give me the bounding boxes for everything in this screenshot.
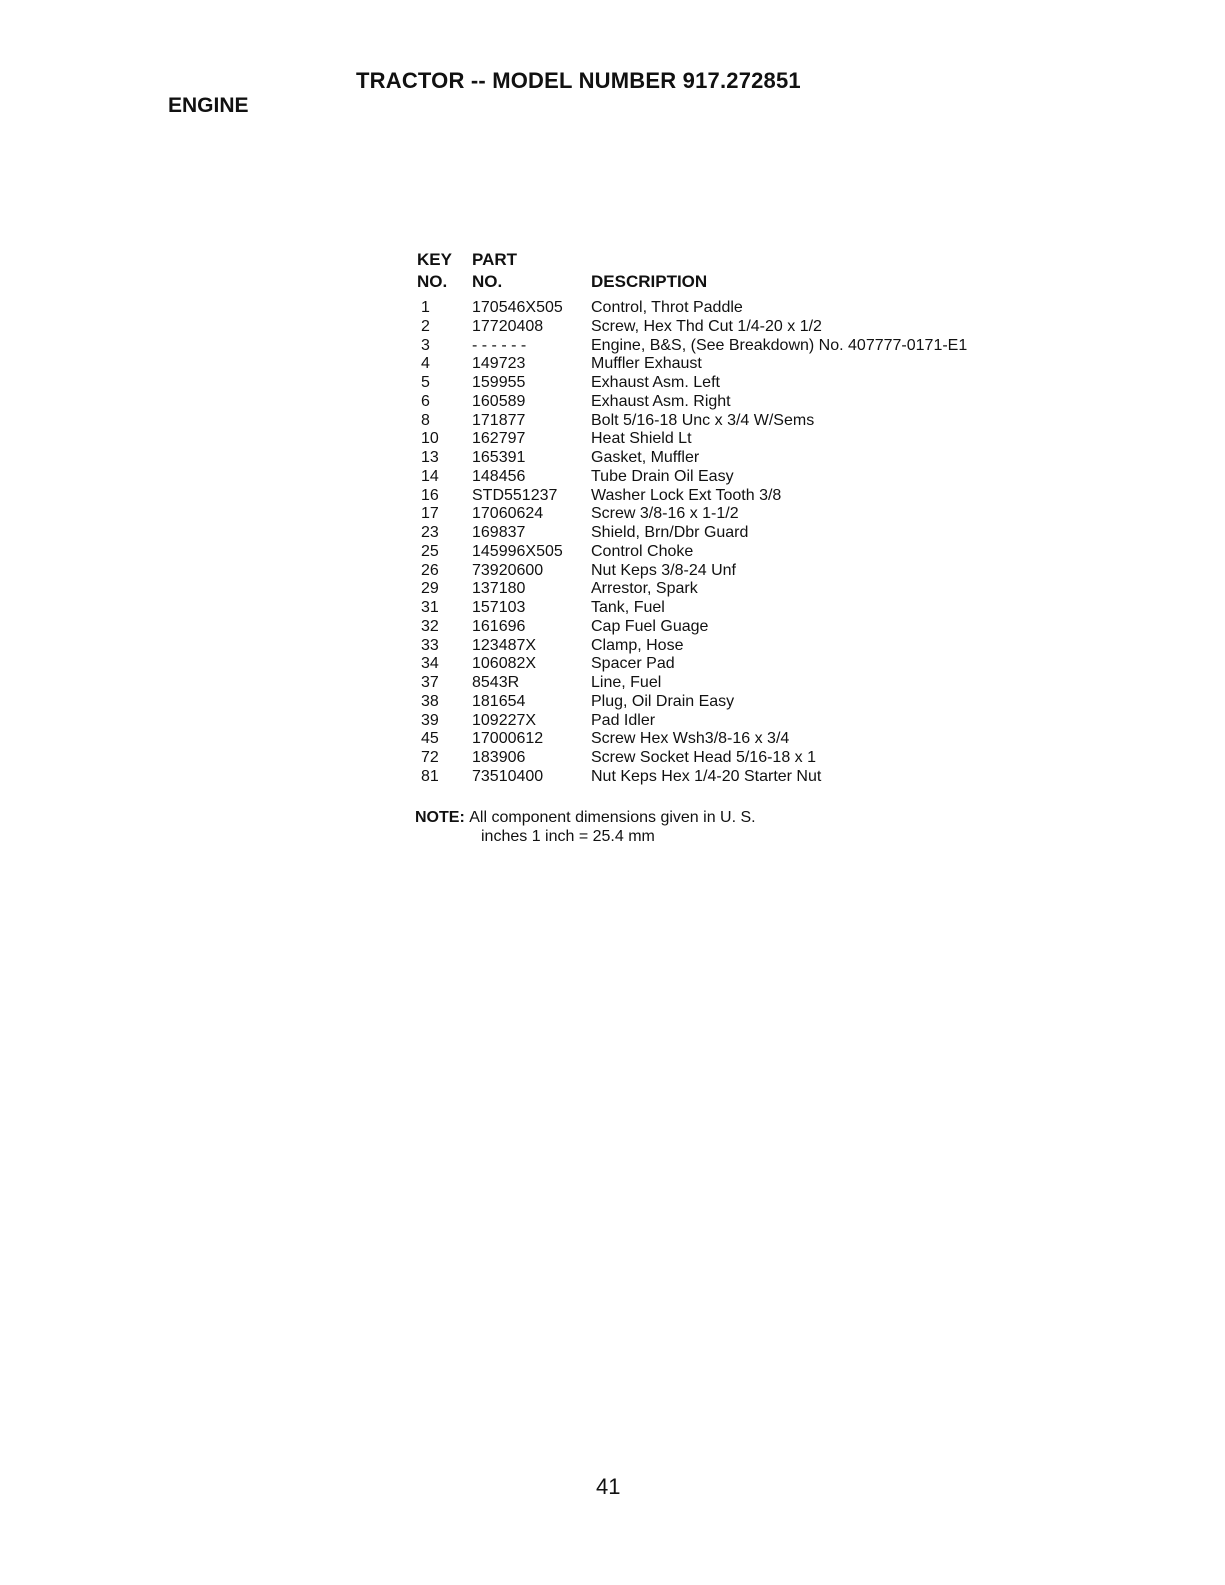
part-no-cell: 149723 (472, 355, 526, 373)
key-no-cell: 37 (421, 674, 439, 691)
note (415, 808, 756, 846)
description-cell: Clamp, Hose (591, 636, 684, 654)
key-no-cell: 4 (421, 355, 430, 373)
part-no-cell: 17000612 (472, 730, 544, 748)
description-cell: Screw, Hex Thd Cut 1/4-20 x 1/2 (591, 317, 822, 335)
description-cell: Bolt 5/16-18 Unc x 3/4 W/Sems (591, 411, 815, 429)
key-no-cell: 1 (421, 299, 430, 316)
part-no-cell: 162797 (472, 430, 526, 448)
part-no-cell: 73510400 (472, 767, 544, 785)
note-line1: All component dimensions given in U. S. (469, 809, 756, 826)
part-no-header-line2: NO. (472, 272, 503, 291)
key-no-cell: 72 (421, 749, 439, 766)
description-cell: Nut Keps 3/8-24 Unf (591, 561, 736, 579)
section-heading: ENGINE (168, 94, 249, 117)
key-no-cell: 23 (421, 524, 439, 541)
key-no-cell: 33 (421, 636, 439, 654)
part-no-cell: 106082X (472, 655, 537, 673)
key-no-cell: 10 (421, 430, 439, 448)
key-no-cell: 16 (421, 486, 439, 504)
part-no-cell: 73920600 (472, 561, 544, 579)
description-cell: Line, Fuel (591, 674, 662, 691)
part-no-cell: 181654 (472, 692, 526, 710)
description-cell: Control Choke (591, 542, 694, 560)
description-cell: Muffler Exhaust (591, 355, 702, 373)
part-no-cell: 171877 (472, 411, 526, 429)
description-cell: Screw Hex Wsh3/8-16 x 3/4 (591, 730, 790, 748)
key-no-cell: 32 (421, 617, 439, 635)
part-no-header-line1: PART (472, 250, 518, 269)
description-cell: Spacer Pad (591, 655, 675, 673)
part-no-cell: 109227X (472, 711, 537, 729)
key-no-cell: 2 (421, 317, 430, 335)
key-no-cell: 14 (421, 467, 439, 485)
description-cell: Arrestor, Spark (591, 580, 698, 598)
part-no-cell: - - - - - - (472, 336, 527, 354)
key-no-cell: 5 (421, 374, 430, 391)
key-no-header-line1: KEY (417, 250, 452, 269)
key-no-cell: 31 (421, 599, 439, 616)
part-no-cell: 17720408 (472, 317, 544, 335)
part-no-cell: 161696 (472, 617, 526, 635)
description-cell: Heat Shield Lt (591, 430, 692, 448)
page-title: TRACTOR -- MODEL NUMBER 917.272851 (356, 68, 801, 93)
description-cell: Engine, B&S, (See Breakdown) No. 407777-0171-E1 (591, 336, 968, 354)
part-no-cell: 145996X505 (472, 542, 563, 560)
part-no-cell: 160589 (472, 392, 526, 410)
description-cell: Screw 3/8-16 x 1-1/2 (591, 505, 739, 523)
page-number: 41 (596, 1474, 621, 1499)
key-no-cell: 45 (421, 730, 439, 748)
description-header: DESCRIPTION (591, 272, 708, 291)
part-no-cell: 159955 (472, 374, 526, 391)
part-no-cell: 137180 (472, 580, 526, 598)
key-no-cell: 3 (421, 336, 430, 354)
part-no-cell: 170546X505 (472, 299, 563, 316)
part-no-cell: STD551237 (472, 486, 558, 504)
description-cell: Pad Idler (591, 711, 656, 729)
description-cell: Control, Throt Paddle (591, 299, 743, 316)
part-no-cell: 165391 (472, 449, 526, 466)
key-no-cell: 38 (421, 692, 439, 710)
description-cell: Plug, Oil Drain Easy (591, 692, 735, 710)
description-cell: Exhaust Asm. Left (591, 374, 720, 391)
part-no-cell: 183906 (472, 749, 526, 766)
description-cell: Exhaust Asm. Right (591, 392, 731, 410)
description-cell: Washer Lock Ext Tooth 3/8 (591, 486, 782, 504)
part-no-cell: 157103 (472, 599, 526, 616)
description-cell: Tube Drain Oil Easy (591, 467, 734, 485)
key-no-cell: 39 (421, 711, 439, 729)
description-cell: Cap Fuel Guage (591, 617, 709, 635)
part-no-cell: 8543R (472, 674, 520, 691)
note-label: NOTE: (415, 809, 465, 826)
key-no-cell: 13 (421, 449, 439, 466)
key-no-cell: 81 (421, 767, 439, 785)
description-cell: Nut Keps Hex 1/4-20 Starter Nut (591, 767, 822, 785)
part-no-cell: 148456 (472, 467, 526, 485)
description-cell: Shield, Brn/Dbr Guard (591, 524, 749, 541)
part-no-cell: 17060624 (472, 505, 544, 523)
key-no-cell: 25 (421, 542, 439, 560)
description-cell: Tank, Fuel (591, 599, 665, 616)
description-cell: Gasket, Muffler (591, 449, 700, 466)
key-no-cell: 34 (421, 655, 439, 673)
key-no-header-line2: NO. (417, 272, 448, 291)
part-no-cell: 123487X (472, 636, 537, 654)
part-no-cell: 169837 (472, 524, 526, 541)
key-no-cell: 8 (421, 411, 430, 429)
note-line2: inches 1 inch = 25.4 mm (481, 828, 655, 845)
key-no-cell: 6 (421, 392, 430, 410)
key-no-cell: 29 (421, 580, 439, 598)
key-no-cell: 26 (421, 561, 439, 579)
key-no-cell: 17 (421, 505, 439, 523)
description-cell: Screw Socket Head 5/16-18 x 1 (591, 749, 817, 766)
